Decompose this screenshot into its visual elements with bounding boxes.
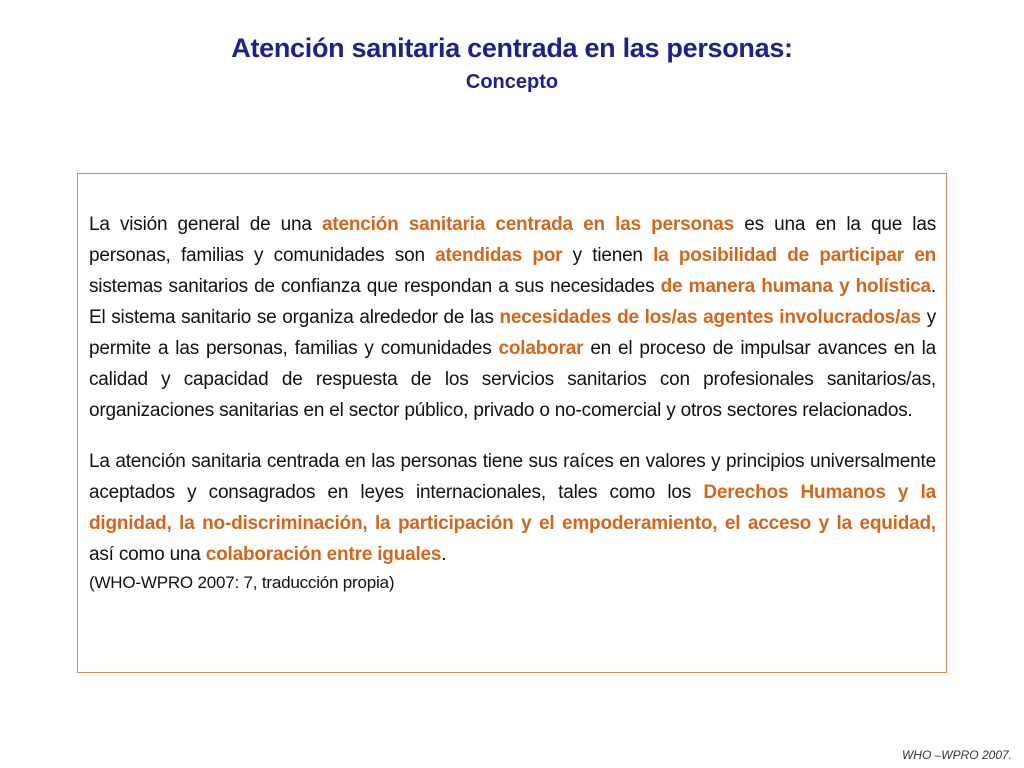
p1-highlight: necesidades de los/as agentes involucrados/as: [499, 307, 921, 328]
p1-segment: en el proceso de impulsar avances en la calidad y capacidad de respuesta de los servicios sanitarios con profesionales sanitarios/as, organizaciones sanitarias en el sector público, privado o no-comercial y otros sectores relacionados.: [89, 338, 937, 421]
slide-title: Atención sanitaria centrada en las personas:: [231, 33, 793, 63]
citation: (WHO-WPRO 2007: 7, traducción propia): [89, 573, 395, 592]
p1-highlight: de manera humana y holística: [660, 276, 931, 297]
p1-highlight: atendidas por: [435, 245, 563, 266]
footer-source: WHO –WPRO 2007.: [901, 748, 1012, 762]
content-box: [77, 173, 947, 673]
p1-highlight: la posibilidad de participar en: [653, 245, 936, 266]
p1-segment: es una en la que las personas, familias y comunidades son: [89, 214, 936, 266]
content-text: [89, 209, 936, 596]
p2-highlight: colaboración entre iguales: [205, 544, 442, 565]
title-block: [0, 30, 1024, 96]
p1-segment: y tienen: [562, 245, 654, 266]
paragraph-2: [89, 446, 936, 570]
p1-segment: sistemas sanitarios de confianza que respondan a sus necesidades: [89, 276, 661, 297]
p2-segment: .: [441, 544, 447, 565]
paragraph-1: [89, 209, 936, 426]
p1-segment: . El sistema sanitario se organiza alrededor de las: [89, 276, 936, 328]
p2-segment: así como una: [89, 544, 206, 565]
p2-segment: La atención sanitaria centrada en las personas tiene sus raíces en valores y principios universalmente aceptados y consagrados en leyes internacionales, tales como los: [89, 451, 936, 503]
slide-subtitle: Concepto: [465, 71, 559, 93]
p1-segment: y permite a las personas, familias y comunidades: [89, 307, 936, 359]
p1-highlight: atención sanitaria centrada en las personas: [322, 214, 735, 235]
p2-highlight: Derechos Humanos y la dignidad, la no-discriminación, la participación y el empoderamiento, el acceso y la equidad,: [89, 482, 936, 534]
p1-highlight: colaborar: [498, 338, 584, 359]
p1-segment: La visión general de una: [89, 214, 323, 235]
